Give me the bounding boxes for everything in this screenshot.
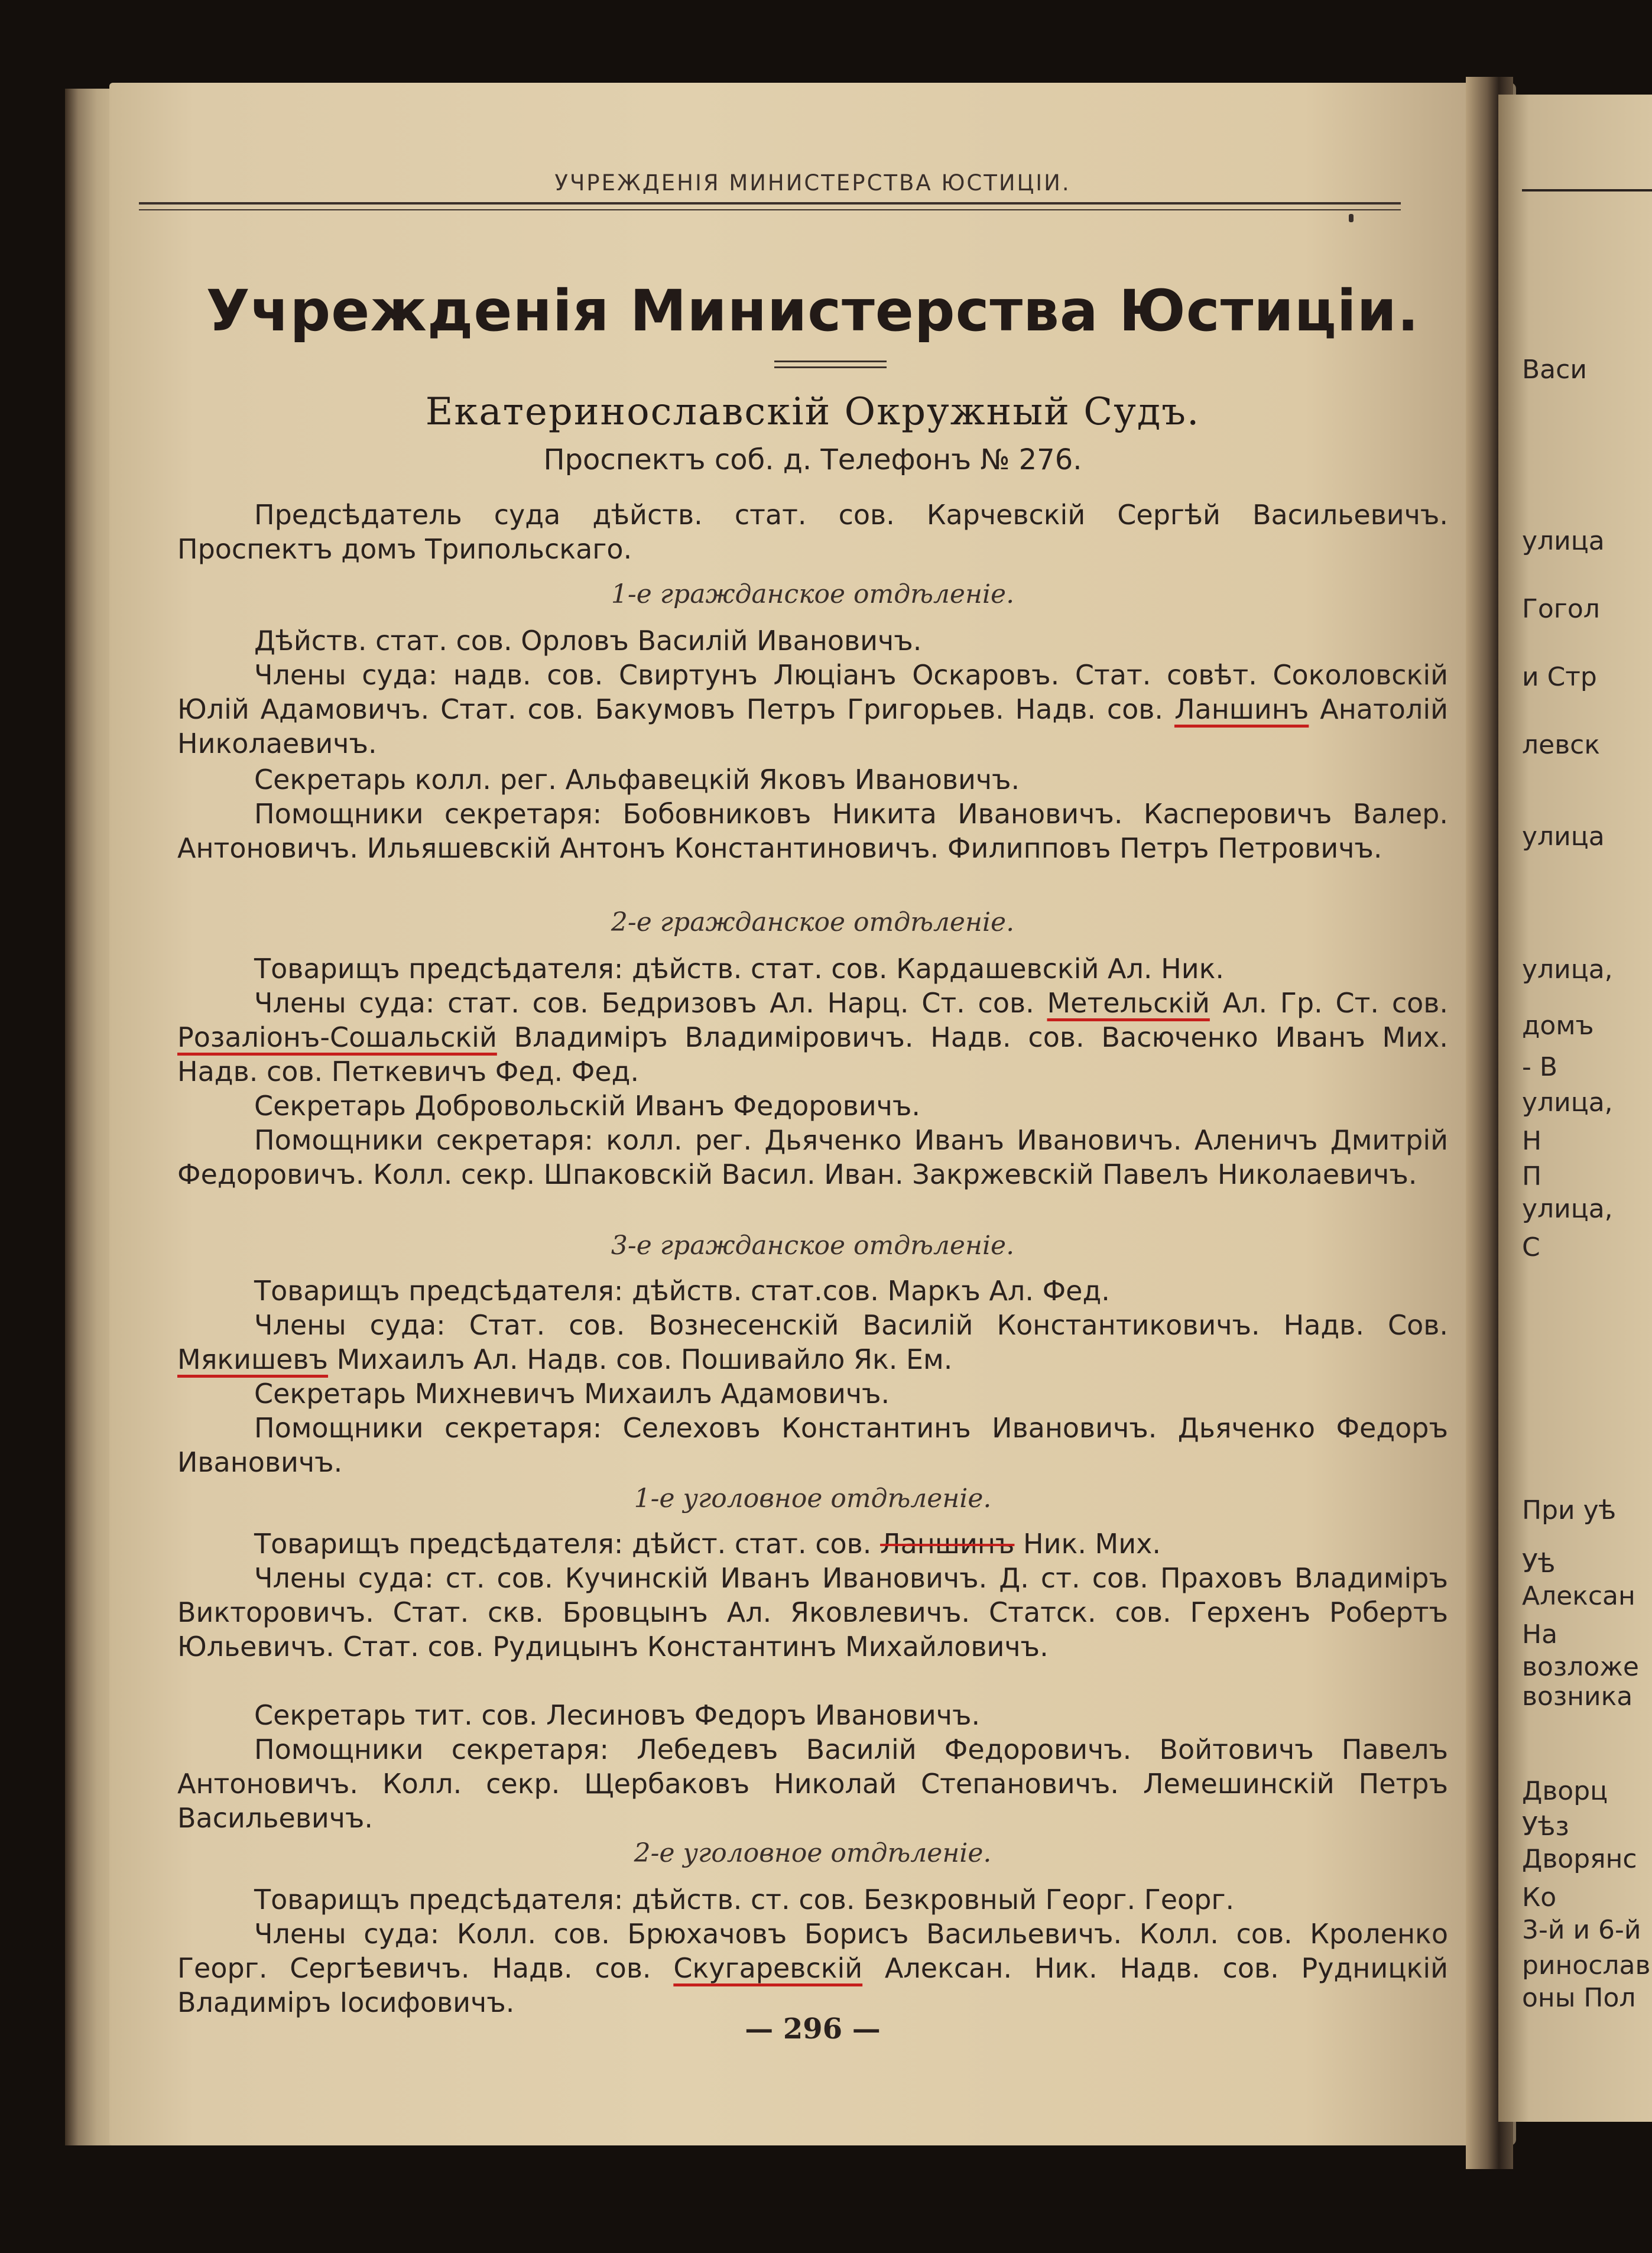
right-page-text: возложе: [1522, 1652, 1639, 1682]
entry: Товарищъ предсѣдателя: дѣйств. стат. сов. Кардашевскій Ал. Ник.: [254, 953, 1225, 985]
entry-secretary: Секретарь Добровольскій Иванъ Федоровичъ.: [254, 1090, 920, 1122]
underlined-name: Ланшинъ: [880, 1528, 1015, 1560]
text-run: Члены суда: Стат. сов. Вознесенскій Василій Константиковичъ. Надв. Сов.: [254, 1309, 1448, 1341]
right-page-text: возника: [1522, 1681, 1633, 1712]
right-page-text: С: [1522, 1232, 1540, 1262]
section-title-civil-3: 3-е гражданское отдѣленіе.: [611, 1231, 1015, 1261]
right-page-text: оны Пол: [1522, 1983, 1636, 2013]
entry-assistants: Помощники секретаря: Лебедевъ Василій Федоровичъ. Войтовичъ Павелъ Антоновичъ. Колл. секр. Щербаковъ Николай Степановичъ. Лемешинскій Петръ Васильевичъ.: [177, 1733, 1448, 1834]
right-page-text: ринослав: [1522, 1950, 1651, 1981]
text-run: Члены суда: стат. сов. Бедризовъ Ал. Нарц. Ст. сов.: [254, 987, 1047, 1019]
section-title-criminal-2: 2-е уголовное отдѣленіе.: [634, 1838, 992, 1868]
page-number: — 296 —: [745, 2012, 881, 2046]
right-page-text: улица,: [1522, 1194, 1613, 1224]
entry: [177, 1527, 1448, 1561]
right-page-text: При уѣ: [1522, 1495, 1617, 1525]
section-title-criminal-1: 1-е уголовное отдѣленіе.: [634, 1483, 992, 1514]
entry-members: [177, 1917, 1448, 2020]
text-run: Члены суда: Колл. сов. Брюхачовъ Борисъ Васильевичъ. Колл. сов. Кроленко Георг. Сергѣевичъ. Надв. сов.: [177, 1918, 1448, 1984]
text-run: Ник. Мих.: [1014, 1528, 1161, 1560]
ink-fleck: [1349, 214, 1354, 222]
entry: Дѣйств. стат. сов. Орловъ Василій Ивановичъ.: [254, 625, 922, 657]
right-page-text: левск: [1522, 730, 1600, 760]
right-page-text: улица,: [1522, 955, 1613, 985]
section-title-civil-2: 2-е гражданское отдѣленіе.: [611, 907, 1015, 937]
right-page-fragment: [1498, 95, 1652, 2122]
title-rule: [774, 361, 887, 362]
entry-secretary: Секретарь колл. рег. Альфавецкій Яковъ Ивановичъ.: [254, 764, 1020, 796]
entry: Товарищъ предсѣдателя: дѣйств. стат.сов. Маркъ Ал. Фед.: [254, 1275, 1110, 1307]
section-title-civil-1: 1-е гражданское отдѣленіе.: [611, 579, 1015, 609]
entry-members: Члены суда: ст. сов. Кучинскій Иванъ Ивановичъ. Д. ст. сов. Праховъ Владиміръ Викторовичъ. Стат. скв. Бровцынъ Ал. Яковлевичъ. Статск. сов. Герхенъ Робертъ Юльевичъ. Стат. сов. Рудицынъ Константинъ Михайловичъ.: [177, 1562, 1448, 1663]
header-rule: [139, 202, 1401, 204]
entry-members: [177, 658, 1448, 761]
right-page-text: улица,: [1522, 1087, 1613, 1118]
entry-assistants: Помощники секретаря: колл. рег. Дьяченко Иванъ Ивановичъ. Аленичъ Дмитрій Федоровичъ. Колл. секр. Шпаковскій Васил. Иван. Закржевскій Павелъ Николаевичъ.: [177, 1124, 1448, 1190]
underlined-name: Розаліонъ-Сошальскій: [177, 1021, 497, 1053]
court-address: Проспектъ соб. д. Телефонъ № 276.: [543, 443, 1082, 476]
text-run: Алексан. Ник. Надв. сов. Рудницкій Владиміръ Іосифовичъ.: [177, 1952, 1448, 2018]
right-page-text: 3-й и 6-й: [1522, 1915, 1641, 1945]
underlined-name: Метельскій: [1047, 987, 1210, 1019]
text-run: Товарищъ предсѣдателя: дѣйст. стат. сов.: [254, 1528, 880, 1560]
text-run: Анатолій Николаевичъ.: [177, 693, 1448, 759]
right-page-text: домъ: [1522, 1011, 1594, 1041]
text-run: Ал. Гр. Ст. сов.: [1209, 987, 1448, 1019]
underlined-name: Мякишевъ: [177, 1343, 329, 1375]
entry-members: [177, 1308, 1448, 1377]
right-page-text: - В: [1522, 1052, 1558, 1082]
text-run: Владиміръ Владиміровичъ. Надв. сов. Васюченко Иванъ Мих. Надв. сов. Петкевичъ Фед. Фед.: [177, 1021, 1448, 1087]
right-page-rule: [1522, 189, 1652, 191]
text-run: Члены суда: надв. сов. Свиртунъ Люціанъ Оскаровъ. Стат. совѣт. Соколовскій Юлій Адамовичъ. Стат. сов. Бакумовъ Петръ Григорьев. Надв. сов.: [177, 659, 1448, 725]
right-page-text: Гогол: [1522, 594, 1600, 624]
page-content: [177, 136, 1448, 2104]
entry-assistants: Помощники секретаря: Бобовниковъ Никита Ивановичъ. Касперовичъ Валер. Антоновичъ. Ильяшевскій Антонъ Константиновичъ. Филипповъ Петръ Петровичъ.: [177, 798, 1448, 864]
right-page-text: Уѣз: [1522, 1812, 1569, 1842]
court-name: Екатеринославскій Окружный Судъ.: [425, 390, 1200, 434]
text-run: Михаилъ Ал. Надв. сов. Пошивайло Як. Ем.: [328, 1343, 953, 1375]
underlined-name: Ланшинъ: [1174, 693, 1309, 725]
underlined-name: Скугаревскій: [673, 1952, 863, 1984]
entry-secretary: Секретарь тит. сов. Лесиновъ Федоръ Ивановичъ.: [254, 1699, 981, 1731]
right-page-text: Ко: [1522, 1882, 1557, 1913]
right-page-text: улица: [1522, 526, 1605, 556]
entry-secretary: Секретарь Михневичъ Михаилъ Адамовичъ.: [254, 1378, 890, 1410]
right-page-text: Н: [1522, 1126, 1542, 1156]
entry-members: [177, 986, 1448, 1089]
right-page-text: Алексан: [1522, 1581, 1635, 1611]
right-page-text: Дворц: [1522, 1776, 1608, 1806]
running-head: УЧРЕЖДЕНІЯ МИНИСТЕРСТВА ЮСТИЦІИ.: [554, 170, 1071, 196]
right-page-text: Уѣ: [1522, 1548, 1556, 1579]
right-page-text: На: [1522, 1619, 1558, 1650]
right-page-text: Васи: [1522, 355, 1587, 385]
title-rule-2: [774, 366, 887, 368]
page-title: Учрежденія Министерства Юстиціи.: [206, 278, 1420, 344]
right-page-text: улица: [1522, 822, 1605, 852]
entry: Товарищъ предсѣдателя: дѣйств. ст. сов. Безкровный Георг. Георг.: [254, 1884, 1235, 1916]
right-page-text: П: [1522, 1161, 1542, 1192]
header-rule-thin: [139, 209, 1401, 210]
right-page-text: Дворянс: [1522, 1844, 1637, 1874]
entry-assistants: Помощники секретаря: Селеховъ Константинъ Ивановичъ. Дьяченко Федоръ Ивановичъ.: [177, 1412, 1448, 1478]
chairman-entry: Предсѣдатель суда дѣйств. стат. сов. Карчевскій Сергѣй Васильевичъ. Проспектъ домъ Трипольскаго.: [177, 499, 1448, 565]
right-page-text: и Стр: [1522, 662, 1597, 692]
